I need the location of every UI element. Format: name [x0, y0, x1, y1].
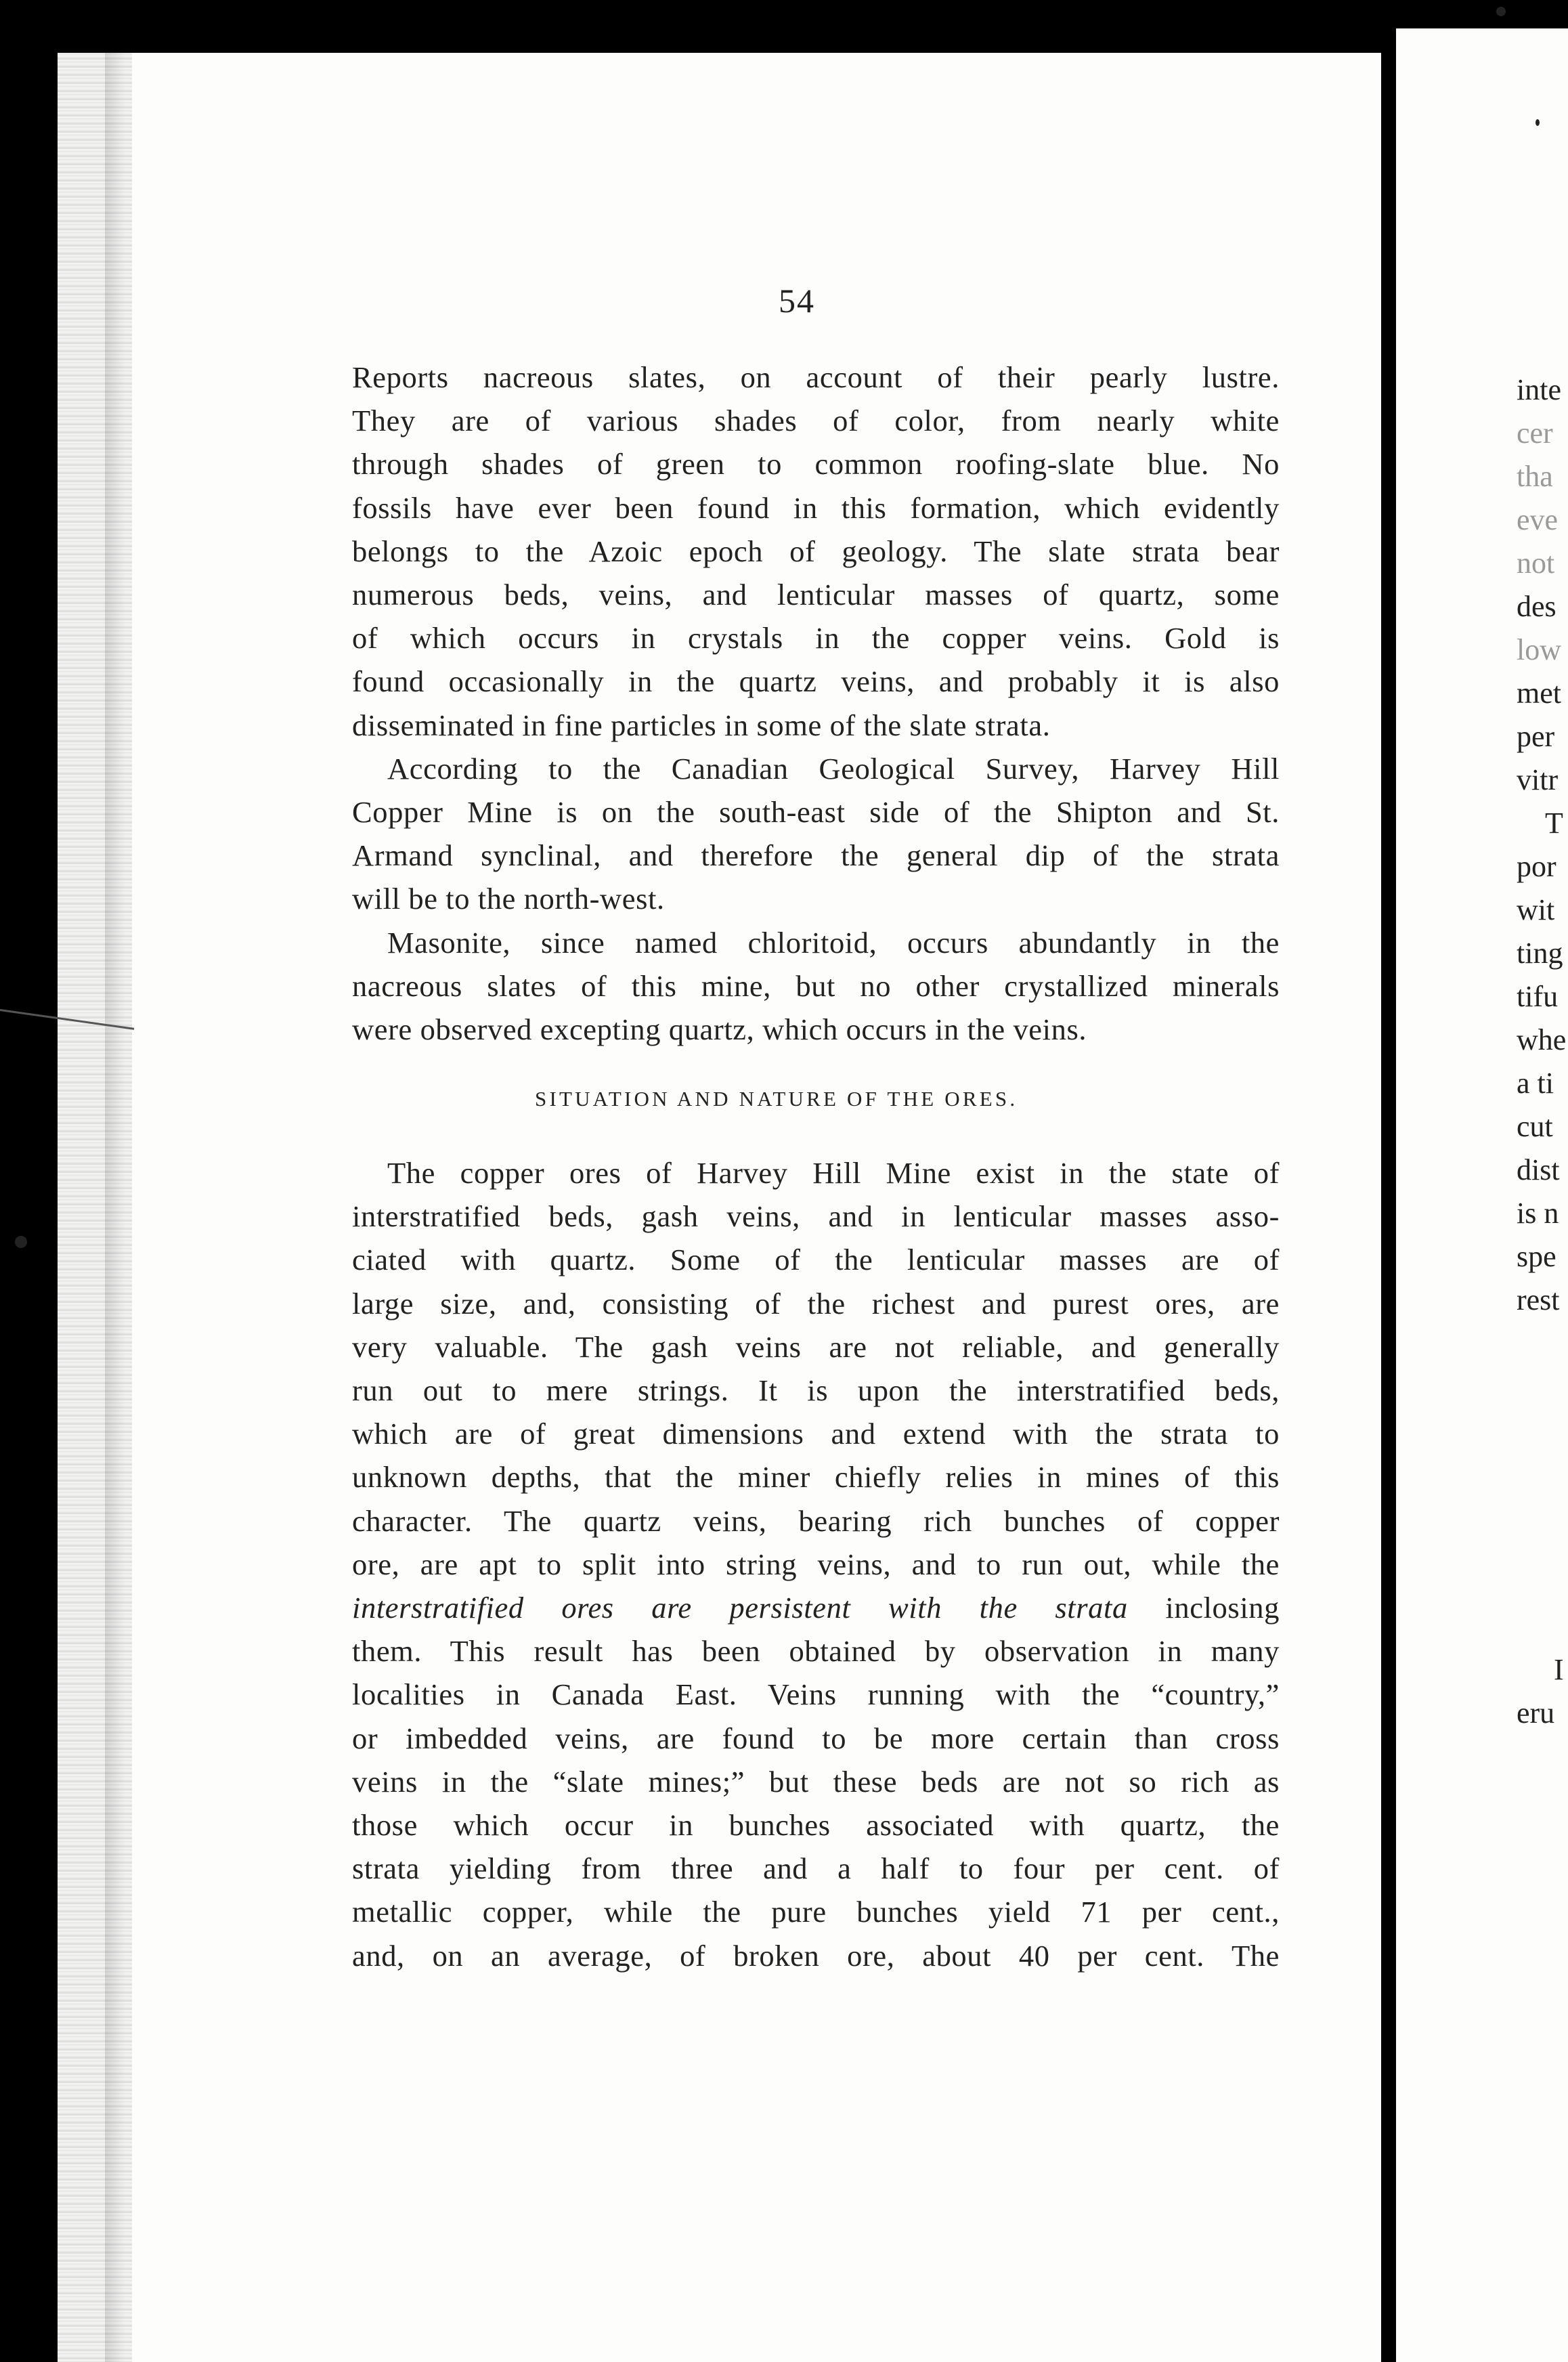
text-line: which are of great dimensions and extend with the strata to — [352, 1417, 1280, 1451]
text-line: According to the Canadian Geological Survey, Harvey Hill — [387, 751, 1280, 786]
right-page-fragment: inte — [1517, 373, 1561, 406]
right-page-fragment: spe — [1517, 1240, 1556, 1273]
text-line: localities in Canada East. Veins running with the “country,” — [352, 1677, 1280, 1712]
right-page-fragment: is n — [1517, 1197, 1559, 1230]
text-line: nacreous slates of this mine, but no other crystallized minerals — [352, 968, 1280, 1003]
body-text — [352, 356, 1280, 1051]
body-text-2 — [352, 1151, 1280, 1977]
text-line: character. The quartz veins, bearing rich bunches of copper — [352, 1503, 1280, 1538]
right-page-fragment: low — [1517, 633, 1561, 666]
text-line: them. This result has been obtained by observation in many — [352, 1634, 1280, 1669]
text-line: those which occur in bunches associated with quartz, the — [352, 1808, 1280, 1843]
text-line: Reports nacreous slates, on account of their pearly lustre. — [352, 360, 1280, 394]
italic-phrase: interstratified ores are persistent with the strata — [352, 1591, 1128, 1625]
text-line: run out to mere strings. It is upon the interstratified beds, — [352, 1373, 1280, 1408]
text-line: fossils have ever been found in this formation, which evidently — [352, 490, 1280, 525]
text-fragment: inclosing — [1127, 1591, 1280, 1625]
right-page-fragment: wit — [1517, 893, 1555, 926]
text-line: and, on an average, of broken ore, about 40 per cent. The — [352, 1938, 1280, 1973]
text-line: ore, are apt to split into string veins, and to run out, while the — [352, 1547, 1280, 1581]
paragraph-2 — [352, 747, 1280, 921]
scan-speck — [15, 1236, 27, 1248]
text-line: Masonite, since named chloritoid, occurs abundantly in the — [387, 925, 1280, 960]
right-page-fragment: per — [1517, 720, 1555, 753]
right-page-fragment: por — [1517, 850, 1556, 883]
page-divider — [1381, 0, 1396, 2362]
text-line: metallic copper, while the pure bunches yield 71 per cent., — [352, 1895, 1280, 1929]
paragraph-4 — [352, 1151, 1280, 1977]
text-line: or imbedded veins, are found to be more certain than cross — [352, 1721, 1280, 1755]
right-page-fragment: met — [1517, 677, 1561, 710]
right-page-fragment: not — [1517, 546, 1555, 580]
right-page-fragment: a ti — [1517, 1067, 1554, 1100]
text-line: of which occurs in crystals in the copper veins. Gold is — [352, 621, 1280, 656]
text-line: unknown depths, that the miner chiefly relies in mines of this — [352, 1460, 1280, 1495]
right-page-fragment: cut — [1517, 1110, 1553, 1143]
right-page-fragment: dist — [1517, 1153, 1560, 1186]
right-page-fragment: cer — [1517, 416, 1553, 450]
text-line: They are of various shades of color, from nearly white — [352, 404, 1280, 438]
right-page-fragment: des — [1517, 590, 1556, 623]
text-line: Armand synclinal, and therefore the general dip of the strata — [352, 838, 1280, 873]
text-line: large size, and, consisting of the richest and purest ores, are — [352, 1286, 1280, 1320]
right-page-fragment: whe — [1517, 1023, 1567, 1056]
text-line: found occasionally in the quartz veins, and probably it is also — [352, 664, 1280, 699]
text-line: ciated with quartz. Some of the lenticular masses are of — [352, 1243, 1280, 1277]
text-line: Copper Mine is on the south-east side of the Shipton and St. — [352, 795, 1280, 830]
right-page-fragment: vitr — [1517, 763, 1559, 796]
text-line: belongs to the Azoic epoch of geology. The slate strata bear — [352, 534, 1280, 568]
right-page-fragment: eve — [1517, 503, 1559, 536]
text-line: strata yielding from three and a half to four per cent. of — [352, 1851, 1280, 1886]
scan-speck — [1536, 119, 1540, 126]
paragraph-3 — [352, 921, 1280, 1052]
paragraph-1 — [352, 356, 1280, 747]
right-page-fragment: I — [1554, 1653, 1564, 1686]
text-line: will be to the north-west. — [352, 882, 665, 916]
gutter-edge — [105, 53, 125, 2362]
text-line: were observed excepting quartz, which occurs in the veins. — [352, 1012, 1087, 1047]
text-line: very valuable. The gash veins are not reliable, and generally — [352, 1329, 1280, 1364]
text-line: through shades of green to common roofing-slate blue. No — [352, 447, 1280, 481]
text-line: The copper ores of Harvey Hill Mine exist in the state of — [387, 1156, 1280, 1190]
text-line: numerous beds, veins, and lenticular masses of quartz, some — [352, 578, 1280, 612]
right-page-fragment: rest — [1517, 1283, 1560, 1316]
right-page-fragment: eru — [1517, 1696, 1555, 1730]
scan-speck — [1496, 7, 1506, 16]
text-line-italic — [352, 1586, 1280, 1629]
text-line: interstratified beds, gash veins, and in lenticular masses asso- — [352, 1199, 1280, 1234]
right-page-fragment: tifu — [1517, 980, 1559, 1013]
right-page-fragment: ting — [1517, 937, 1563, 970]
section-heading: SITUATION AND NATURE OF THE ORES. — [535, 1087, 1018, 1111]
right-page-fragment: tha — [1517, 460, 1553, 493]
text-line: disseminated in fine particles in some of the slate strata. — [352, 708, 1051, 742]
right-page-fragment: T — [1545, 807, 1563, 840]
text-line: veins in the “slate mines;” but these beds are not so rich as — [352, 1764, 1280, 1799]
page-number: 54 — [779, 282, 815, 320]
